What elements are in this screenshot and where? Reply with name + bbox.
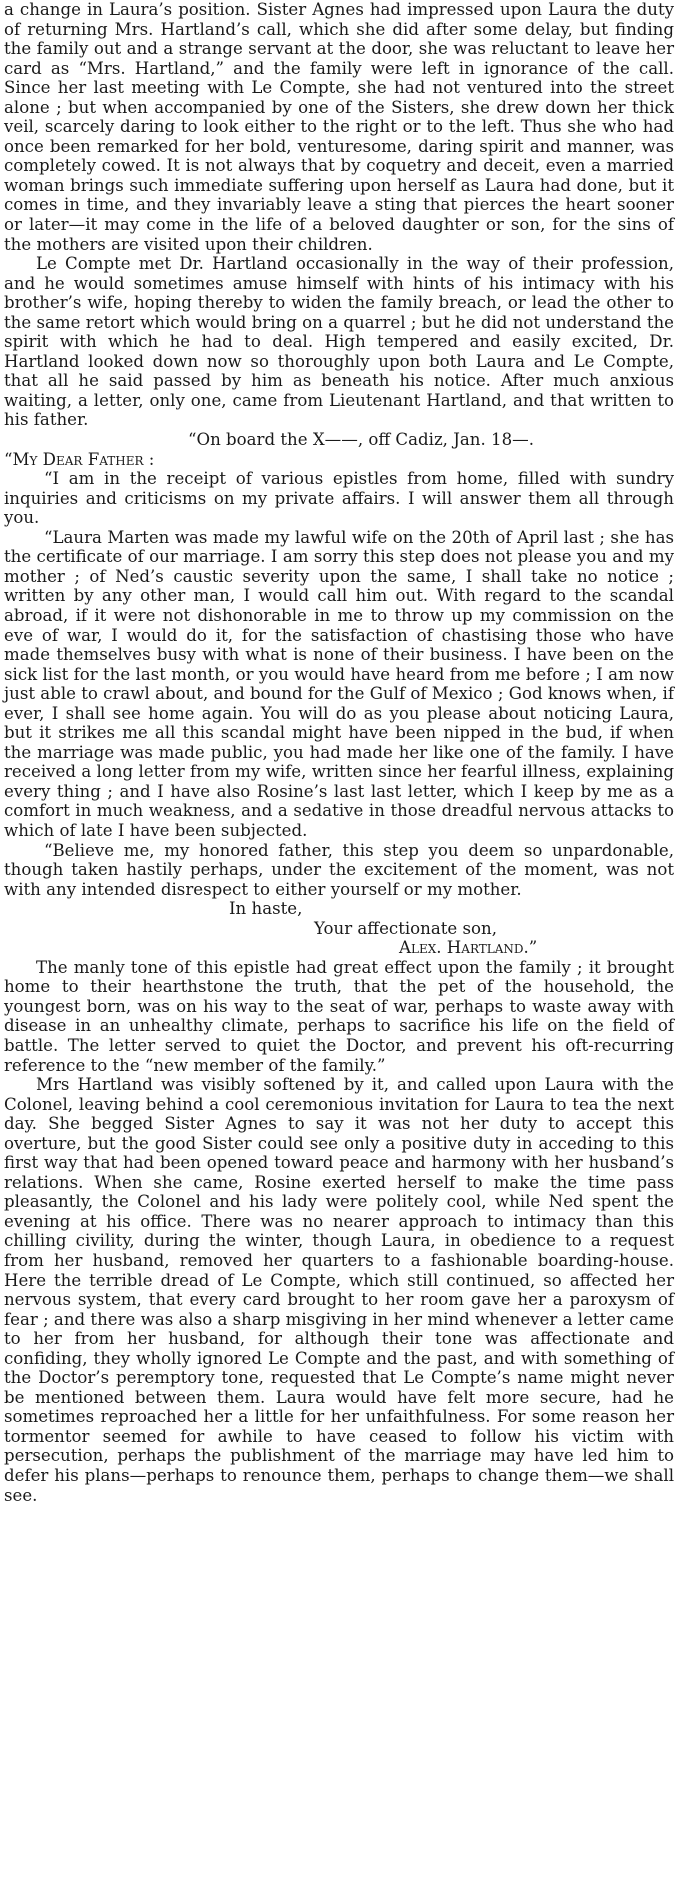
letter-dateline: “On board the X——, off Cadiz, Jan. 18—. (187, 430, 534, 450)
letter-paragraph-marriage: “Laura Marten was made my lawful wife on the 20th of April last ; she has the certificate of our marriage. I am sorry this step does not please you and my mother ; of Ned’s caustic severity upon the same, I shall take no notice ; written by any other man, I would call him out. With regard to the scandal abroad, if it were not dishonorable in me to throw up my commission on the eve of war, I would do it, for the satisfaction of chastising those who have made themselves busy with what is none of their business. I have been on the sick list for the last month, or you would have heard from me before ; I am now just able to crawl about, and bound for the Gulf of Mexico ; God knows when, if ever, I shall see home again. You will do as you please about noticing Laura, but it strikes me all this scandal might have been nipped in the bud, if when the marriage was made public, you had made her like one of the family. I have received a long letter from my wife, written since her fearful illness, explaining every thing ; and I have also Rosine’s last last letter, which I keep by me as a comfort in much weakness, and a sedative in those dreadful nervous attacks to which of late I have been subjected. (4, 527, 674, 840)
letter-signature: Alex. Hartland.” (399, 938, 538, 958)
letter-closing: In haste, (229, 899, 303, 919)
letter-salutation: “My Dear Father : (4, 449, 155, 469)
letter-valediction: Your affectionate son, (314, 918, 497, 938)
letter-paragraph-believe: “Believe me, my honored father, this step you deem so unpardonable, though taken hastily perhaps, under the excitement of the moment, was not with any intended disrespect to either yourself or my mother. (4, 840, 674, 899)
paragraph-manly-tone: The manly tone of this epistle had great effect upon the family ; it brought home to their hearthstone the truth, that the pet of the household, the youngest born, was on his way to the seat of war, perhaps to waste away with disease in an unhealthy climate, perhaps to sacrifice his life on the field of battle. The letter served to quiet the Doctor, and prevent his oft-recurring reference to the “new member of the family.” (4, 957, 674, 1075)
paragraph-laura-position: a change in Laura’s position. Sister Agnes had impressed upon Laura the duty of returning Mrs. Hartland’s call, which she did after some delay, but finding the family out and a strange servant at the door, she was reluctant to leave her card as “Mrs. Hartland,” and the family were left in ignorance of the call. Since her last meeting with Le Compte, she had not ventured into the street alone ; but when accompanied by one of the Sisters, she drew down her thick veil, scarcely daring to look either to the right or to the left. Thus she who had once been remarked for her bold, venturesome, daring spirit and manner, was completely cowed. It is not always that by coquetry and deceit, even a married woman brings such immediate suffering upon herself as Laura had done, but it comes in time, and they invariably leave a sting that pierces the heart sooner or later—it may come in the life of a beloved daughter or son, for the sins of the mothers are visited upon their children. (4, 0, 674, 254)
letter-paragraph-receipt: “I am in the receipt of various epistles from home, filled with sundry inquiries and criticisms on my private affairs. I will answer them all through you. (4, 469, 674, 528)
paragraph-le-compte: Le Compte met Dr. Hartland occasionally in the way of their profession, and he would sometimes amuse himself with hints of his intimacy with his brother’s wife, hoping thereby to widen the family breach, or lead the other to the same retort which would bring on a quarrel ; but he did not understand the spirit with which he had to deal. High tempered and easily excited, Dr. Hartland looked down now so thoroughly upon both Laura and Le Compte, that all he said passed by him as beneath his notice. After much anxious waiting, a letter, only one, came from Lieutenant Hartland, and that written to his father. (4, 254, 674, 430)
paragraph-mrs-hartland: Mrs Hartland was visibly softened by it, and called upon Laura with the Colonel, leaving behind a cool ceremonious invitation for Laura to tea the next day. She begged Sister Agnes to say it was not her duty to accept this overture, but the good Sister could see only a positive duty in acceding to this first way that had been opened toward peace and harmony with her husband’s relations. When she came, Rosine exerted herself to make the time pass pleasantly, the Colonel and his lady were politely cool, while Ned spent the evening at his office. There was no nearer approach to intimacy than this chilling civility, during the winter, though Laura, in obedience to a request from her husband, removed her quarters to a fashionable boarding-house. Here the terrible dread of Le Compte, which still continued, so affected her nervous system, that every card brought to her room gave her a paroxysm of fear ; and there was also a sharp misgiving in her mind whenever a letter came to her from her husband, for although their tone was affectionate and confiding, they wholly ignored Le Compte and the past, and with something of the Doctor’s peremptory tone, requested that Le Compte’s name might never be mentioned between them. Laura would have felt more secure, had he sometimes reproached her a little for her unfaithfulness. For some reason her tormentor seemed for awhile to have ceased to follow his victim with persecution, perhaps the publishment of the marriage may have led him to defer his plans—perhaps to renounce them, perhaps to change them—we shall see. (4, 1075, 674, 1505)
